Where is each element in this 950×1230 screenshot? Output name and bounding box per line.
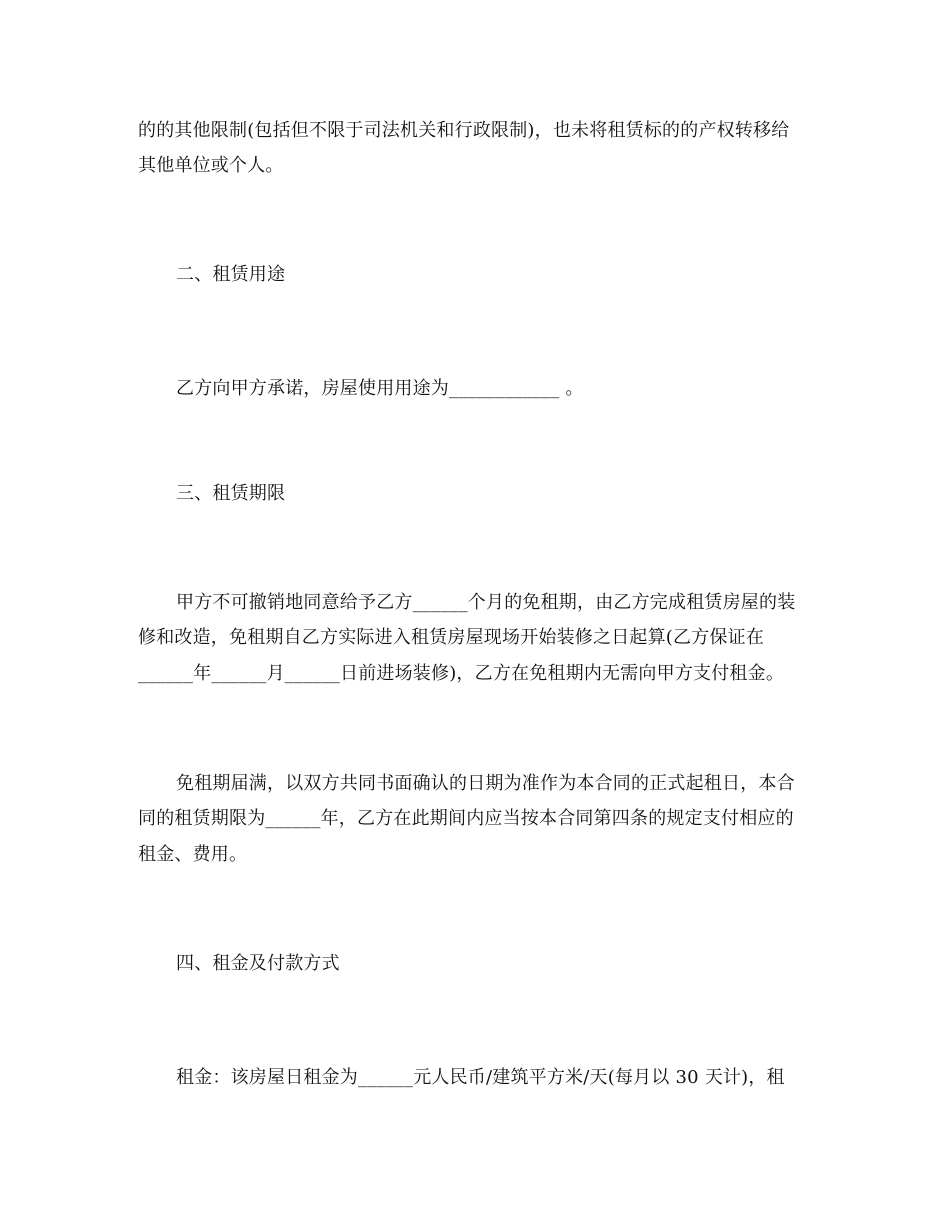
paragraph-4-line-1: 免租期届满，以双方共同书面确认的日期为准作为本合同的正式起租日，本合 <box>176 773 795 794</box>
paragraph-3-line-1: 甲方不可撤销地同意给予乙方______个月的免租期，由乙方完成租赁房屋的装 <box>176 592 796 613</box>
paragraph-1-line-1: 的的其他限制(包括但不限于司法机关和行政限制)，也未将租赁标的的产权转移给 <box>138 120 790 141</box>
paragraph-4-line-2: 同的租赁期限为______年，乙方在此期间内应当按本合同第四条的规定支付相应的 <box>138 808 794 829</box>
paragraph-3-line-3: ______年______月______日前进场装修)，乙方在免租期内无需向甲方支付租金。 <box>138 663 785 684</box>
paragraph-3-line-2: 修和改造，免租期自乙方实际进入租赁房屋现场开始装修之日起算(乙方保证在 <box>138 627 765 648</box>
paragraph-5-line-1: 租金：该房屋日租金为______元人民币/建筑平方米/天(每月以 30 天计)，租 <box>176 1067 785 1088</box>
section-heading-2: 二、租赁用途 <box>176 264 286 285</box>
paragraph-2-line-1: 乙方向甲方承诺，房屋使用用途为____________ 。 <box>176 378 584 399</box>
section-heading-4: 四、租金及付款方式 <box>176 953 340 974</box>
section-heading-3: 三、租赁期限 <box>176 483 286 504</box>
paragraph-4-line-3: 租金、费用。 <box>138 844 248 865</box>
paragraph-1-line-2: 其他单位或个人。 <box>138 155 284 176</box>
